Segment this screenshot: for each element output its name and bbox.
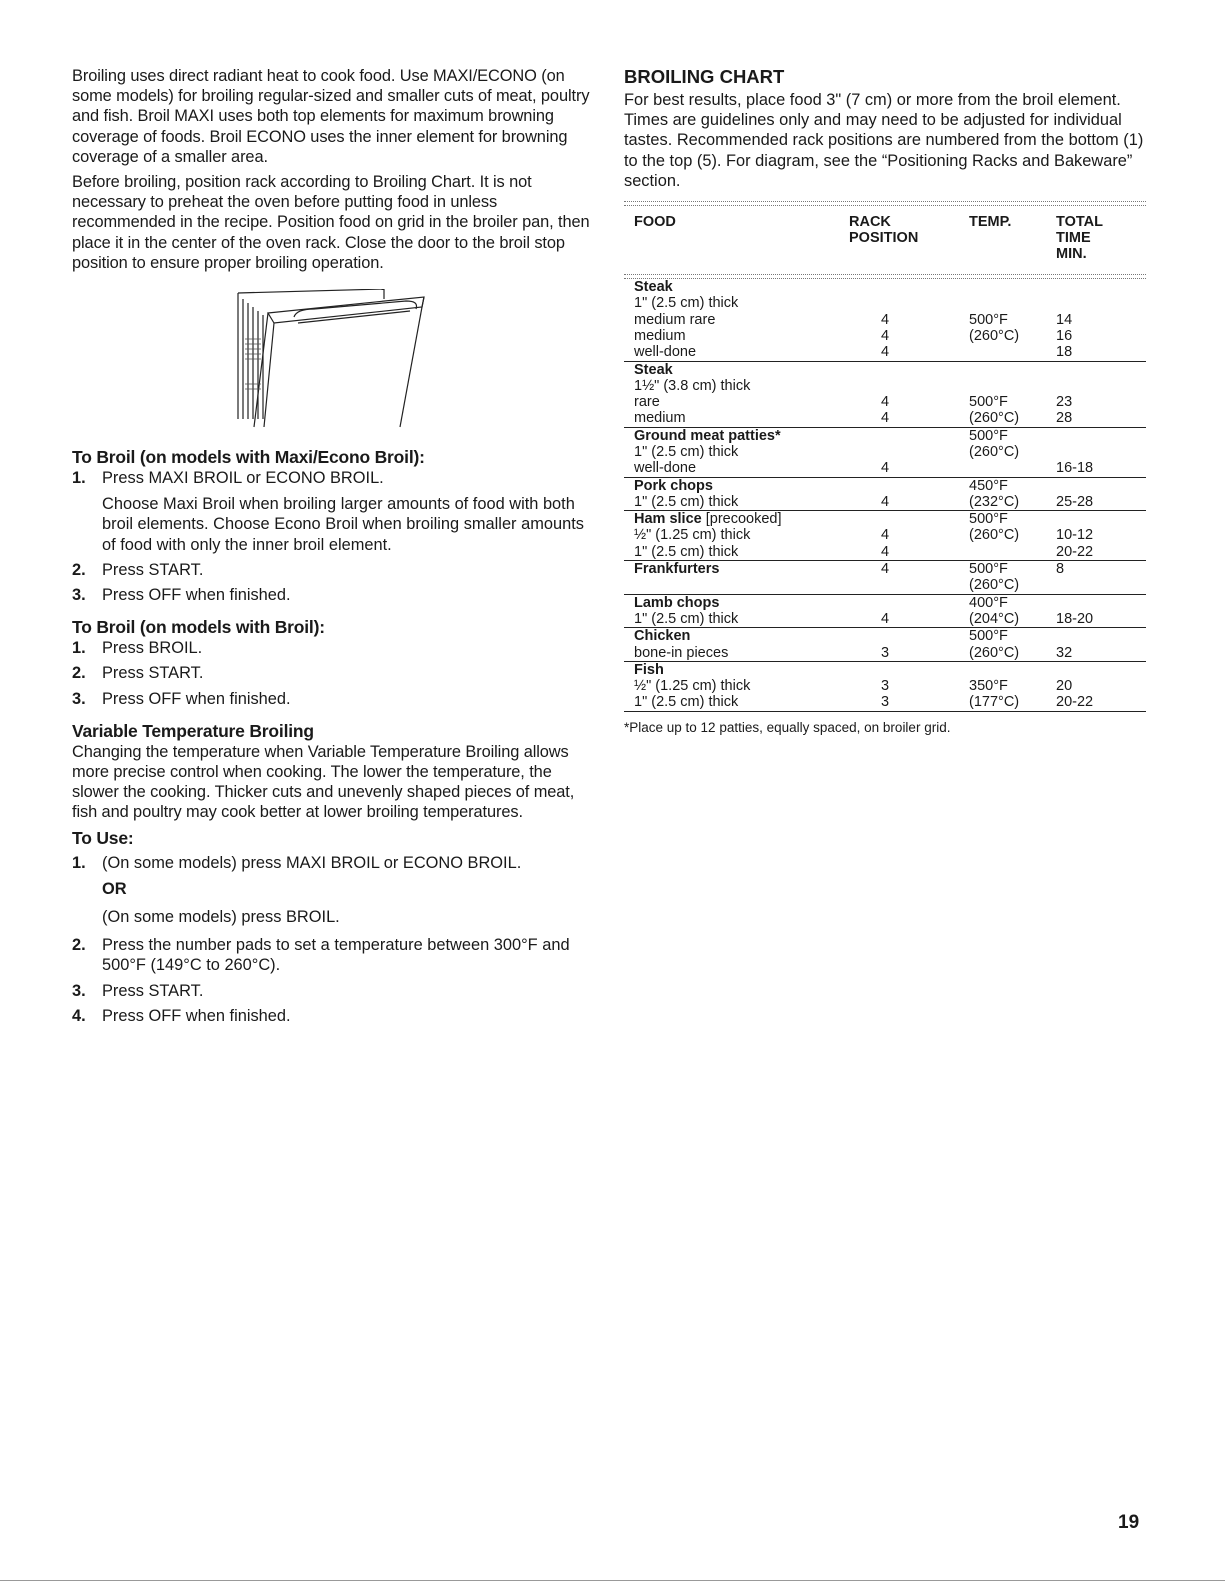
step-text: Press the number pads to set a temperature between 300°F and 500°F (149°C to 260°C). [102,936,570,975]
cell-temp [969,361,1056,427]
table-row [624,477,1146,511]
time-value [1056,444,1146,460]
chart-footnote: *Place up to 12 patties, equally spaced, on broiler grid. [624,719,951,735]
list-item [72,560,592,580]
food-detail: 1" (2.5 cm) thick [634,493,739,510]
time-value: 20-22 [1056,543,1094,560]
temp-value: 500°F [969,427,1008,444]
table-row [624,427,1146,477]
food-detail: medium rare [634,311,716,328]
cell-time [1056,361,1146,427]
temp-value: (260°C) [969,410,1020,427]
oven-door-icon [234,289,434,429]
food-name: Steak [634,361,673,378]
rack-value [881,595,969,611]
table-row [624,279,1146,361]
maxi-econo-steps [72,468,592,605]
temp-value: (260°C) [969,527,1020,544]
list-item [72,853,592,928]
time-value: 18 [1056,344,1073,361]
time-value: 20 [1056,678,1073,695]
cell-temp [969,628,1056,662]
table-row [624,594,1146,628]
rack-value: 3 [881,694,890,711]
food-detail: 1½" (3.8 cm) thick [634,377,751,394]
rack-value: 4 [881,394,890,411]
food-name: Steak [634,279,673,296]
temp-value: 500°F [969,511,1008,528]
time-value: 14 [1056,311,1073,328]
temp-value [969,295,1056,311]
table-row [624,361,1146,427]
list-item [72,585,592,605]
step-text: Press OFF when finished. [102,586,291,605]
cell-temp [969,477,1056,511]
list-item [72,935,592,975]
variable-temp-paragraph: Changing the temperature when Variable Temperature Broiling allows more precise control when cooking. The lower the temperature, the slower the cooking. Thicker cuts and unevenly shaped pieces of meat, fish and poultry may cook better at lower broiling temperatures. [72,742,575,822]
cell-temp [969,427,1056,477]
time-value: 23 [1056,394,1073,411]
temp-value [969,378,1056,394]
cell-food [624,594,849,628]
temp-value [969,344,1056,360]
table-row [624,511,1146,561]
cell-food [624,561,849,595]
step-text: Press MAXI BROIL or ECONO BROIL. [102,469,384,488]
right-column [624,66,1146,735]
list-item [72,468,592,555]
to-use-steps [72,853,592,1026]
preparation-paragraph: Before broiling, position rack according to Broiling Chart. It is not necessary to preheat the oven before putting food in unless recommended in the recipe. Position food on grid in the broiler pan, then place it in the center of the oven rack. Close the door to the broil stop position to ensure proper broiling operation. [72,173,590,272]
food-detail: 1" (2.5 cm) thick [634,543,739,560]
page-edge [0,1580,1225,1581]
temp-value: (260°C) [969,327,1020,344]
temp-value: 400°F [969,594,1008,611]
cell-rack [849,594,969,628]
list-item [72,638,592,658]
food-name: Ground meat patties* [634,427,781,444]
food-detail: well-done [634,344,697,361]
food-name: Ham slice [precooked] [634,511,782,528]
food-name: Pork chops [634,477,713,494]
time-value [1056,628,1146,644]
rack-value: 4 [881,327,890,344]
broiling-chart-body [624,279,1146,711]
cell-food [624,511,849,561]
food-detail: ½" (1.25 cm) thick [634,678,751,695]
food-detail: bone-in pieces [634,644,729,661]
cell-food [624,279,849,361]
broiling-chart-intro: For best results, place food 3" (7 cm) or more from the broil element. Times are guidelines only and may need to be adjusted for individual tastes. Recommended rack positions are numbered from the bottom (1) to the top (5). For diagram, see the “Positioning Racks and Bakeware” section. [624,91,1144,190]
cell-time [1056,279,1146,361]
food-name: Lamb chops [634,594,720,611]
time-value: 10-12 [1056,527,1094,544]
step-text: Press START. [102,560,204,579]
temp-value: 350°F [969,678,1008,695]
food-name: Fish [634,661,664,678]
time-value: 20-22 [1056,694,1094,711]
cell-time [1056,477,1146,511]
time-value: 8 [1056,561,1065,578]
cell-time [1056,561,1146,595]
rack-value [881,295,969,311]
food-detail: 1" (2.5 cm) thick [634,610,739,627]
time-value: 25-28 [1056,493,1094,510]
rack-value: 4 [881,460,890,477]
page-number: 19 [1118,1512,1140,1533]
table-header-row [624,206,1146,274]
rack-value [881,444,969,460]
table-row [624,561,1146,595]
step-text: (On some models) press MAXI BROIL or ECONO BROIL. [102,853,522,872]
step-text: Press START. [102,664,204,683]
cell-time [1056,628,1146,662]
temp-value [969,662,1056,678]
cell-temp [969,661,1056,711]
temp-value: 500°F [969,394,1008,411]
food-detail: well-done [634,460,697,477]
rack-value: 4 [881,610,890,627]
section-heading-maxi-econo: To Broil (on models with Maxi/Econo Broil): [72,447,425,468]
temp-value: 500°F [969,311,1008,328]
cell-rack [849,661,969,711]
subheading-to-use: To Use: [72,827,134,848]
cell-rack [849,361,969,427]
cell-food [624,427,849,477]
table-row [624,661,1146,711]
cell-rack [849,279,969,361]
rack-value: 4 [881,527,890,544]
rack-value: 3 [881,644,890,661]
food-name: Chicken [634,628,691,645]
col-header-food: FOOD [634,214,676,231]
food-detail: medium [634,327,686,344]
cell-time [1056,661,1146,711]
temp-value: (204°C) [969,610,1020,627]
time-value [1056,662,1146,678]
cell-time [1056,511,1146,561]
food-detail: ½" (1.25 cm) thick [634,527,751,544]
temp-value: (177°C) [969,694,1020,711]
cell-rack [849,511,969,561]
time-value: 18-20 [1056,610,1094,627]
section-heading-variable-temp: Variable Temperature Broiling [72,720,314,741]
cell-rack [849,628,969,662]
rack-value: 3 [881,678,890,695]
temp-value: 500°F [969,561,1008,578]
step-number: 3. [72,586,86,605]
step-text: Press OFF when finished. [102,689,291,708]
step-number: 2. [72,936,86,955]
rack-value: 4 [881,344,890,361]
time-value [1056,295,1146,311]
cell-time [1056,594,1146,628]
rack-value [881,662,969,678]
step-number: 1. [72,853,86,872]
list-item [72,1006,592,1026]
cell-food [624,361,849,427]
step-number: 4. [72,1006,86,1025]
rack-value [881,378,969,394]
intro-paragraph: Broiling uses direct radiant heat to cook food. Use MAXI/ECONO (on some models) for broiling regular-sized and smaller cuts of meat, poultry and fish. Broil MAXI uses both top elements for maximum browning coverage of foods. Broil ECONO uses the inner element for browning coverage of a smaller area. [72,67,590,166]
cell-temp [969,594,1056,628]
col-header-time: TOTAL TIME MIN. [1056,214,1103,263]
cell-food [624,661,849,711]
rack-value: 4 [881,493,890,510]
col-header-rack: RACK POSITION [849,214,919,247]
list-item [72,689,592,709]
col-header-temp: TEMP. [969,214,1012,231]
time-value [1056,378,1146,394]
cell-food [624,477,849,511]
food-detail: 1" (2.5 cm) thick [634,443,739,460]
time-value: 28 [1056,410,1073,427]
temp-value: (260°C) [969,577,1020,594]
left-column [72,66,592,1031]
cell-temp [969,561,1056,595]
rack-value: 4 [881,561,890,578]
step-number: 3. [72,981,86,1000]
step-number: 2. [72,560,86,579]
or-label: OR [102,879,127,898]
step-note: Choose Maxi Broil when broiling larger amounts of food with both broil elements. Choose Econo Broil when broiling smaller amounts of food with only the inner broil element. [102,495,584,554]
step-number: 3. [72,689,86,708]
cell-rack [849,427,969,477]
food-detail: rare [634,394,660,411]
step-number: 1. [72,469,86,488]
step-number: 2. [72,664,86,683]
list-item [72,663,592,683]
temp-value: (260°C) [969,644,1020,661]
food-detail: medium [634,410,686,427]
oven-door-illustration [234,289,434,429]
cell-rack [849,561,969,595]
time-value: 16 [1056,327,1073,344]
cell-food [624,628,849,662]
cell-rack [849,477,969,511]
rack-value [881,628,969,644]
broil-steps [72,638,592,709]
time-value: 32 [1056,644,1073,661]
temp-value: (232°C) [969,493,1020,510]
step-note: (On some models) press BROIL. [102,908,340,927]
step-number: 1. [72,639,86,658]
broiling-chart-title: BROILING CHART [624,66,785,87]
food-detail: 1" (2.5 cm) thick [634,295,739,312]
table-row [624,628,1146,662]
section-heading-broil: To Broil (on models with Broil): [72,617,325,638]
temp-value: 500°F [969,628,1008,645]
food-detail: 1" (2.5 cm) thick [634,694,739,711]
cell-time [1056,427,1146,477]
cell-temp [969,279,1056,361]
step-text: Press BROIL. [102,639,203,658]
rack-value: 4 [881,410,890,427]
time-value: 16-18 [1056,460,1094,477]
rack-value: 4 [881,311,890,328]
temp-value: (260°C) [969,443,1020,460]
step-text: Press OFF when finished. [102,1006,291,1025]
list-item [72,981,592,1001]
cell-temp [969,511,1056,561]
step-text: Press START. [102,981,204,1000]
temp-value: 450°F [969,477,1008,494]
rack-value: 4 [881,543,890,560]
time-value [1056,595,1146,611]
broiling-chart-table [624,206,1146,712]
food-name: Frankfurters [634,561,720,578]
